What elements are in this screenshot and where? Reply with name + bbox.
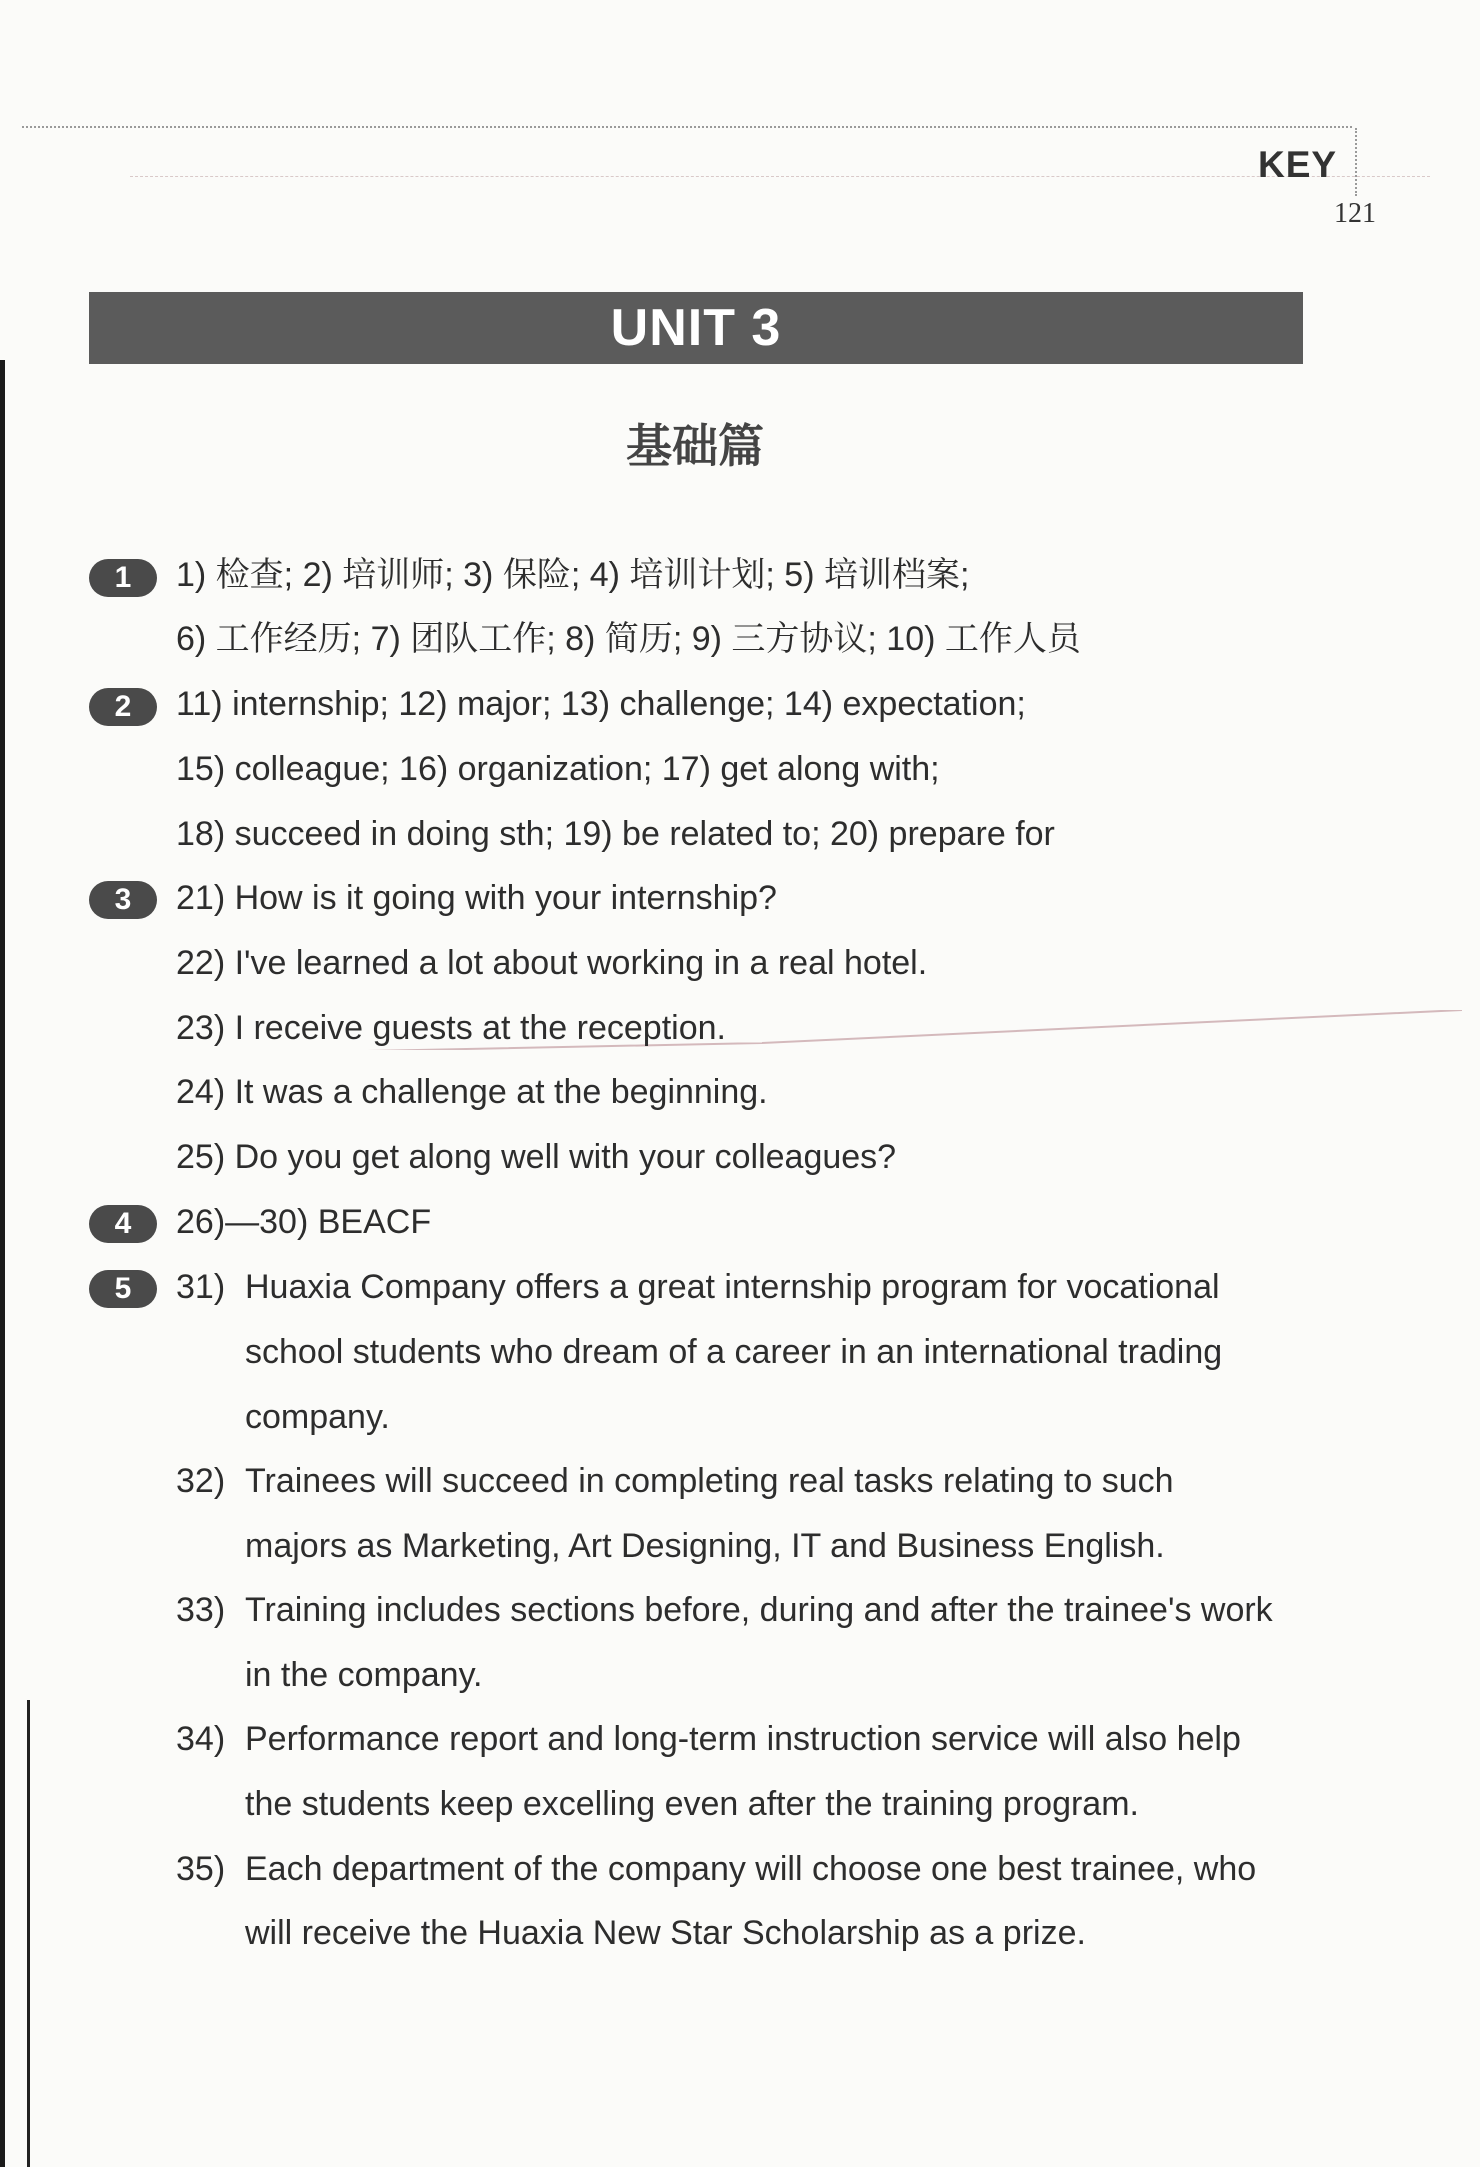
scan-edge [27,1700,30,2167]
answer-line: 15) colleague; 16) organization; 17) get along with; [176,750,940,788]
scan-edge [0,360,5,2167]
exercise-badge: 2 [89,688,157,726]
exercise-badge: 3 [89,881,157,919]
exercise-badge: 1 [89,559,157,597]
header-rule [1355,128,1357,196]
unit-banner [89,292,1303,364]
header-rule [22,126,1352,128]
answer-line: company. [245,1398,390,1436]
key-label: KEY [1258,144,1338,185]
answer-line: 23) I receive guests at the reception. [176,1009,726,1047]
item-number: 33) [176,1591,226,1629]
unit-title: UNIT 3 [610,299,782,357]
answer-line: 18) succeed in doing sth; 19) be related to; 20) prepare for [176,815,1055,853]
answer-line: 22) I've learned a lot about working in a real hotel. [176,944,928,982]
answer-line: Training includes sections before, during and after the trainee's work [245,1591,1273,1629]
item-number: 31) [176,1268,226,1306]
answer-line: will receive the Huaxia New Star Scholarship as a prize. [245,1914,1086,1952]
answer-line: 24) It was a challenge at the beginning. [176,1073,768,1111]
answer-line: Each department of the company will choose one best trainee, who [245,1850,1257,1888]
answer-line: Huaxia Company offers a great internship program for vocational [245,1268,1220,1306]
item-number: 32) [176,1462,226,1500]
header-rule [130,176,1430,177]
exercise-badge: 4 [89,1205,157,1243]
answer-line: Performance report and long-term instruction service will also help [245,1720,1241,1758]
answer-line: 11) internship; 12) major; 13) challenge; 14) expectation; [176,685,1026,723]
answer-line: 21) How is it going with your internship? [176,879,777,917]
answer-line: 1) 检查; 2) 培训师; 3) 保险; 4) 培训计划; 5) 培训档案; [176,556,970,594]
answer-line: Trainees will succeed in completing real tasks relating to such [245,1462,1174,1500]
answer-line: in the company. [245,1656,483,1694]
page-number: 121 [1334,198,1376,229]
answer-line: 6) 工作经历; 7) 团队工作; 8) 简历; 9) 三方协议; 10) 工作人员 [176,620,1081,658]
answer-line: the students keep excelling even after the training program. [245,1785,1139,1823]
answer-line: 26)—30) BEACF [176,1203,432,1241]
exercise-badge: 5 [89,1270,157,1308]
item-number: 35) [176,1850,226,1888]
item-number: 34) [176,1720,226,1758]
answer-line: majors as Marketing, Art Designing, IT and Business English. [245,1527,1165,1565]
section-subtitle: 基础篇 [626,420,764,472]
answer-line: 25) Do you get along well with your colleagues? [176,1138,897,1176]
answer-line: school students who dream of a career in an international trading [245,1333,1223,1371]
